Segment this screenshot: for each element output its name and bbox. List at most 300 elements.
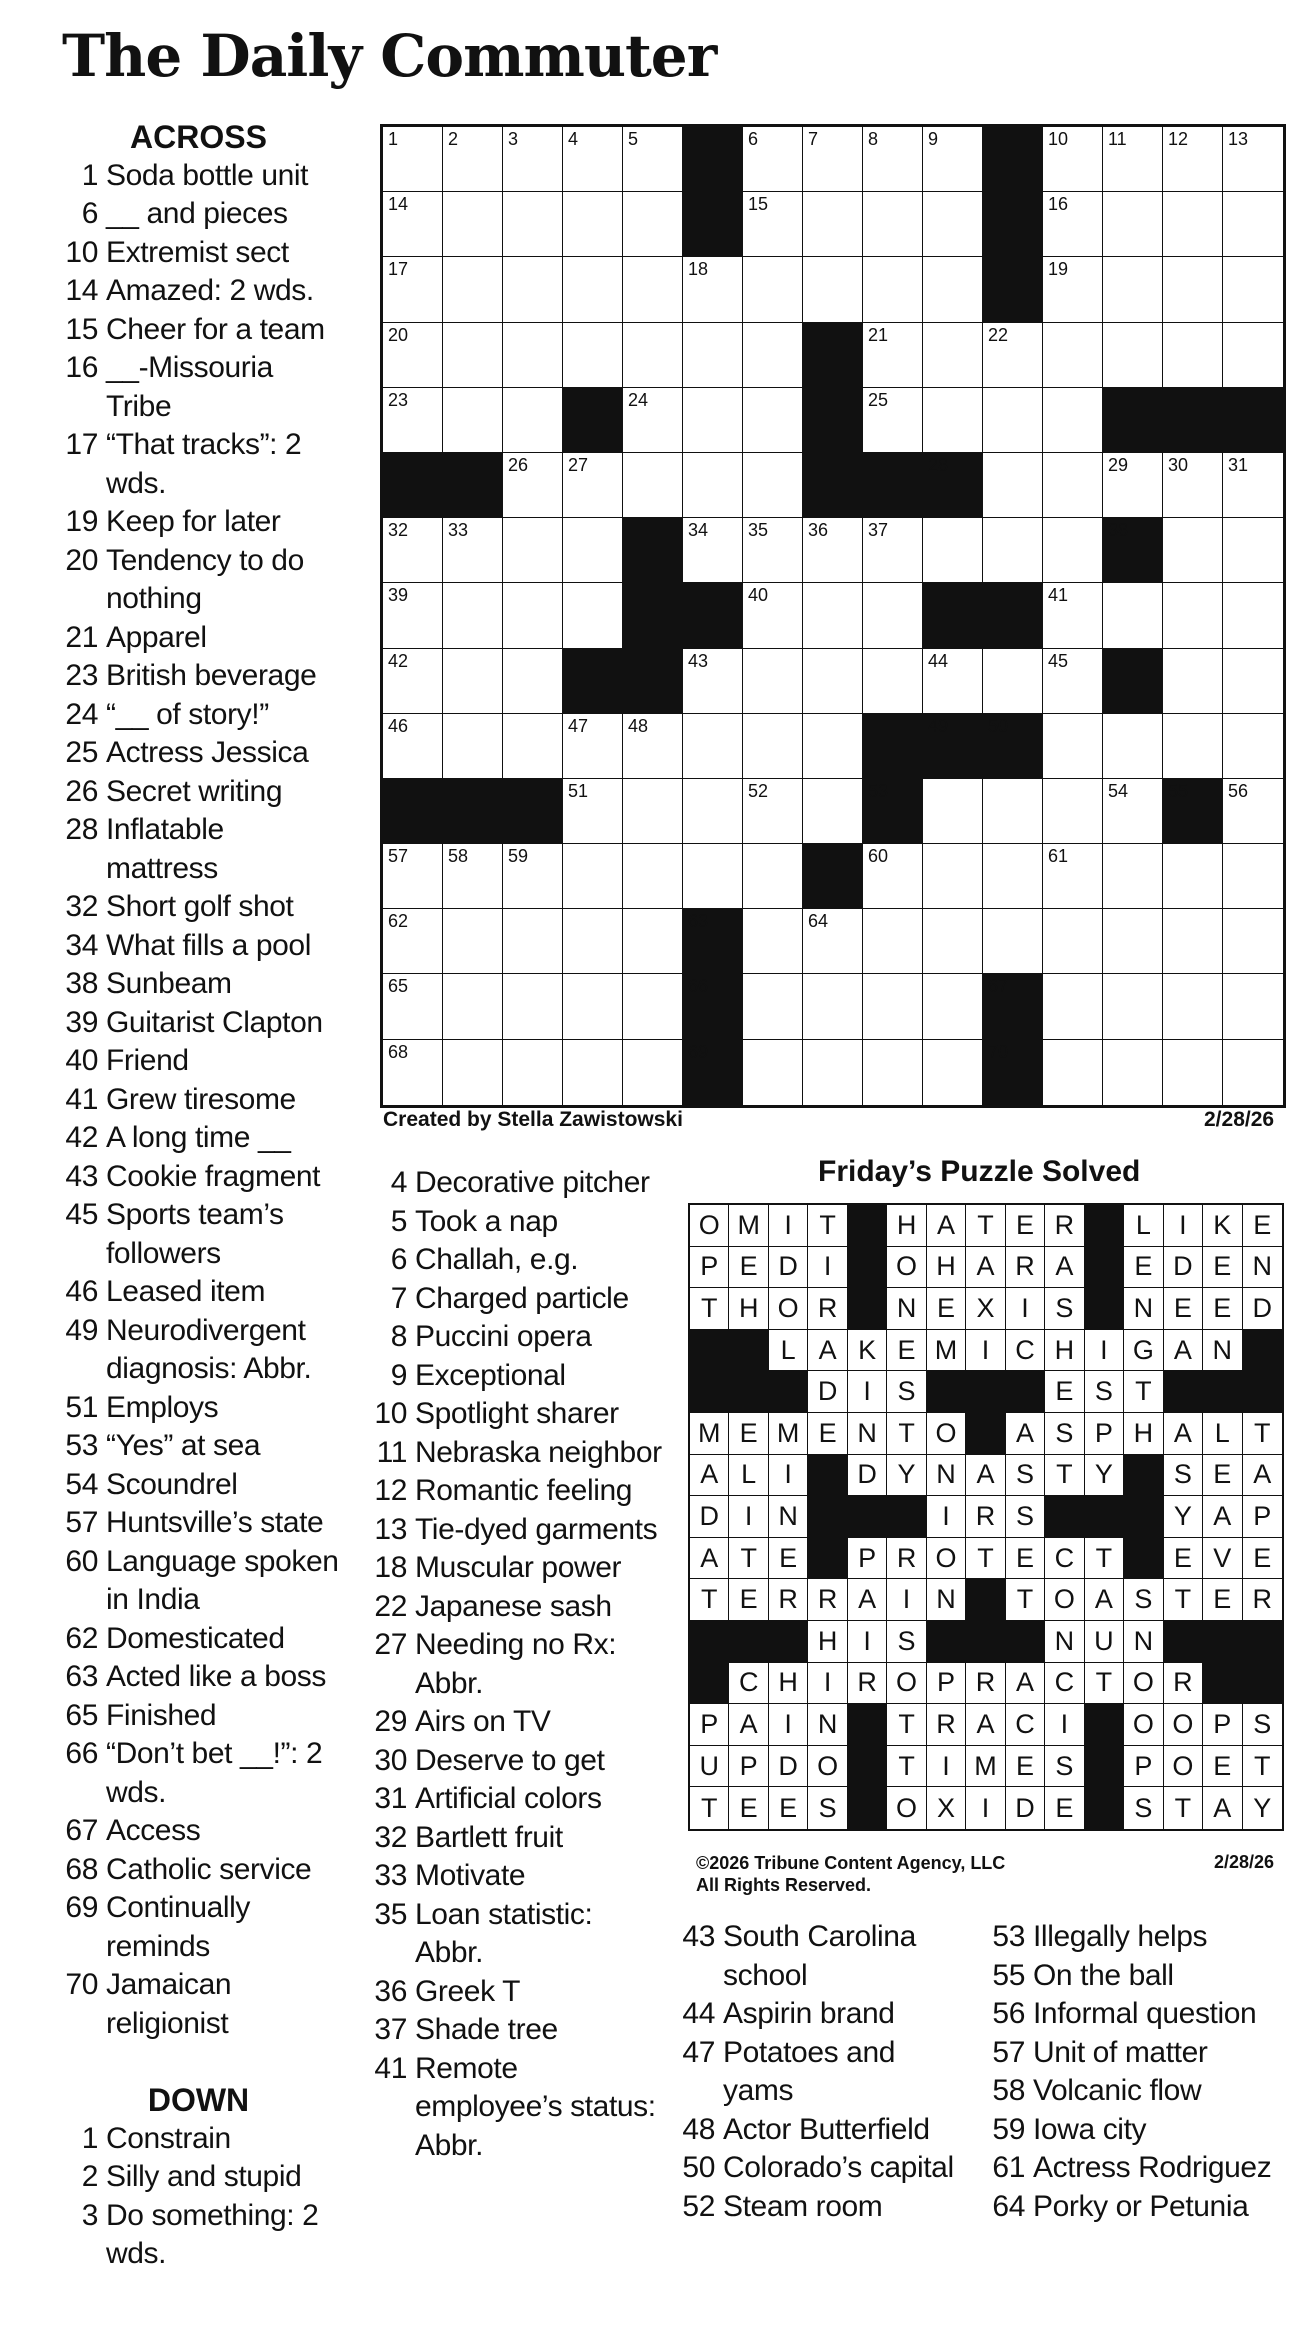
solution-letter: I bbox=[1085, 1330, 1124, 1372]
clue-item bbox=[365, 1626, 665, 1703]
grid-cell[interactable] bbox=[743, 127, 803, 192]
grid-cell[interactable] bbox=[1163, 583, 1223, 648]
grid-cell[interactable] bbox=[1043, 583, 1103, 648]
grid-cell[interactable] bbox=[1043, 518, 1103, 583]
grid-cell[interactable] bbox=[503, 714, 563, 779]
grid-cell[interactable] bbox=[1103, 127, 1163, 192]
grid-cell[interactable] bbox=[503, 453, 563, 518]
grid-cell[interactable] bbox=[443, 649, 503, 714]
cell-number: 2 bbox=[448, 129, 459, 149]
grid-cell[interactable] bbox=[383, 583, 443, 648]
grid-cell[interactable] bbox=[683, 714, 743, 779]
clue-number: 50 bbox=[682, 2151, 715, 2184]
cell-number: 12 bbox=[1168, 129, 1189, 149]
grid-cell[interactable] bbox=[1043, 1040, 1103, 1105]
grid-cell[interactable] bbox=[803, 1040, 863, 1105]
solution-letter: I bbox=[966, 1787, 1005, 1829]
grid-cell[interactable] bbox=[743, 323, 803, 388]
solution-black-square bbox=[690, 1663, 729, 1705]
solution-letter: M bbox=[769, 1413, 808, 1455]
grid-cell[interactable] bbox=[1163, 649, 1223, 714]
clue-item bbox=[56, 1273, 341, 1312]
solution-letter: D bbox=[848, 1455, 887, 1497]
grid-cell[interactable] bbox=[1163, 1040, 1223, 1105]
grid-cell[interactable] bbox=[863, 1040, 923, 1105]
grid-cell[interactable] bbox=[623, 257, 683, 322]
clue-number: 28 bbox=[65, 813, 98, 846]
grid-cell[interactable] bbox=[563, 974, 623, 1039]
cell-number: 69 bbox=[688, 1041, 709, 1062]
grid-cell[interactable] bbox=[743, 257, 803, 322]
solution-letter: H bbox=[769, 1663, 808, 1705]
grid-cell[interactable] bbox=[863, 974, 923, 1039]
grid-cell[interactable] bbox=[683, 323, 743, 388]
clue-number: 38 bbox=[65, 967, 98, 1000]
grid-cell[interactable] bbox=[1163, 909, 1223, 974]
cell-number: 6 bbox=[748, 129, 759, 149]
grid-cell[interactable] bbox=[1223, 1040, 1283, 1105]
grid-cell[interactable] bbox=[743, 649, 803, 714]
solution-letter: A bbox=[1203, 1496, 1242, 1538]
clue-number: 21 bbox=[65, 620, 98, 654]
clue-item bbox=[56, 234, 341, 273]
grid-cell[interactable] bbox=[503, 974, 563, 1039]
grid-cell[interactable] bbox=[563, 583, 623, 648]
grid-cell[interactable] bbox=[743, 388, 803, 453]
grid-cell[interactable] bbox=[683, 453, 743, 518]
cell-number: 27 bbox=[568, 454, 589, 475]
clue-text: Soda bottle unit bbox=[106, 158, 309, 192]
grid-cell[interactable] bbox=[623, 127, 683, 192]
grid-cell[interactable] bbox=[443, 388, 503, 453]
solution-letter: I bbox=[848, 1371, 887, 1413]
grid-cell[interactable] bbox=[923, 257, 983, 322]
grid-cell[interactable] bbox=[863, 257, 923, 322]
grid-cell[interactable] bbox=[1163, 127, 1223, 192]
grid-cell[interactable] bbox=[983, 518, 1043, 583]
grid-cell[interactable] bbox=[443, 844, 503, 909]
grid-cell[interactable] bbox=[623, 388, 683, 453]
grid-cell[interactable] bbox=[623, 453, 683, 518]
grid-cell[interactable] bbox=[923, 649, 983, 714]
grid-cell[interactable] bbox=[743, 779, 803, 844]
grid-cell[interactable] bbox=[443, 257, 503, 322]
clue-text: Steam room bbox=[723, 2189, 883, 2223]
clue-text: “Don’t bet __!”: 2 wds. bbox=[106, 1737, 323, 1809]
grid-cell[interactable] bbox=[443, 909, 503, 974]
solution-letter: T bbox=[1164, 1579, 1203, 1621]
grid-cell[interactable] bbox=[623, 909, 683, 974]
black-square bbox=[983, 257, 1043, 322]
solution-letter: I bbox=[966, 1330, 1005, 1372]
clue-item bbox=[56, 1004, 341, 1043]
grid-cell[interactable] bbox=[623, 779, 683, 844]
grid-cell[interactable] bbox=[563, 1040, 623, 1105]
grid-cell[interactable] bbox=[923, 974, 983, 1039]
clue-number: 66 bbox=[65, 1737, 98, 1770]
cell-number: 60 bbox=[868, 846, 889, 867]
grid-cell[interactable] bbox=[563, 714, 623, 779]
solution-letter: H bbox=[1045, 1330, 1084, 1372]
grid-cell[interactable] bbox=[863, 323, 923, 388]
grid-cell[interactable] bbox=[923, 388, 983, 453]
grid-cell[interactable] bbox=[923, 192, 983, 257]
solution-letter: E bbox=[887, 1330, 926, 1372]
grid-cell[interactable] bbox=[443, 323, 503, 388]
grid-cell[interactable] bbox=[623, 1040, 683, 1105]
grid-cell[interactable] bbox=[1103, 323, 1163, 388]
grid-cell[interactable] bbox=[503, 192, 563, 257]
grid-cell[interactable] bbox=[983, 649, 1043, 714]
black-square bbox=[983, 714, 1043, 779]
grid-cell[interactable] bbox=[1103, 453, 1163, 518]
solution-letter: N bbox=[848, 1413, 887, 1455]
grid-cell[interactable] bbox=[383, 974, 443, 1039]
grid-cell[interactable] bbox=[683, 649, 743, 714]
solution-letter: P bbox=[690, 1704, 729, 1746]
grid-cell[interactable] bbox=[803, 714, 863, 779]
solution-letter: Y bbox=[1164, 1496, 1203, 1538]
solution-black-square bbox=[848, 1288, 887, 1330]
clue-number: 64 bbox=[992, 2189, 1025, 2223]
grid-cell[interactable] bbox=[383, 909, 443, 974]
grid-cell[interactable] bbox=[983, 323, 1043, 388]
grid-cell[interactable] bbox=[1103, 909, 1163, 974]
solution-letter: A bbox=[808, 1330, 847, 1372]
grid-cell[interactable] bbox=[503, 583, 563, 648]
grid-cell[interactable] bbox=[443, 714, 503, 779]
grid-cell[interactable] bbox=[1223, 127, 1283, 192]
grid-cell[interactable] bbox=[503, 388, 563, 453]
grid-cell[interactable] bbox=[1043, 453, 1103, 518]
clue-number: 67 bbox=[65, 1814, 98, 1847]
grid-cell[interactable] bbox=[1043, 388, 1103, 453]
clue-item bbox=[56, 2158, 341, 2197]
solution-letter: O bbox=[1164, 1704, 1203, 1746]
grid-cell[interactable] bbox=[1103, 1040, 1163, 1105]
cell-number: 38 bbox=[1108, 520, 1129, 541]
grid-cell[interactable] bbox=[803, 779, 863, 844]
grid-cell[interactable] bbox=[683, 844, 743, 909]
grid-cell[interactable] bbox=[803, 909, 863, 974]
grid-cell[interactable] bbox=[623, 192, 683, 257]
grid-cell[interactable] bbox=[923, 779, 983, 844]
grid-cell[interactable] bbox=[563, 257, 623, 322]
grid-cell[interactable] bbox=[803, 518, 863, 583]
grid-cell[interactable] bbox=[443, 127, 503, 192]
grid-cell[interactable] bbox=[563, 453, 623, 518]
solution-black-square bbox=[927, 1371, 966, 1413]
solution-black-square bbox=[1243, 1621, 1282, 1663]
clue-text: __-Missouria Tribe bbox=[106, 351, 273, 423]
clue-number: 43 bbox=[65, 1159, 98, 1193]
grid-cell[interactable] bbox=[683, 518, 743, 583]
grid-cell[interactable] bbox=[1043, 192, 1103, 257]
grid-cell[interactable] bbox=[1103, 583, 1163, 648]
clue-item bbox=[56, 1389, 341, 1428]
grid-cell[interactable] bbox=[1223, 192, 1283, 257]
solution-letter: P bbox=[1243, 1496, 1282, 1538]
grid-cell[interactable] bbox=[383, 192, 443, 257]
grid-cell[interactable] bbox=[803, 974, 863, 1039]
grid-cell[interactable] bbox=[563, 323, 623, 388]
grid-cell[interactable] bbox=[803, 649, 863, 714]
grid-cell[interactable] bbox=[383, 323, 443, 388]
solution-black-square bbox=[1203, 1663, 1242, 1705]
grid-cell[interactable] bbox=[1223, 974, 1283, 1039]
grid-cell[interactable] bbox=[623, 974, 683, 1039]
black-square bbox=[803, 844, 863, 909]
solution-letter: C bbox=[1045, 1538, 1084, 1580]
grid-cell[interactable] bbox=[983, 909, 1043, 974]
cell-number: 45 bbox=[1048, 650, 1069, 671]
grid-cell[interactable] bbox=[683, 779, 743, 844]
across-clues bbox=[56, 118, 341, 2274]
clue-number: 8 bbox=[390, 1320, 407, 1353]
grid-cell[interactable] bbox=[563, 518, 623, 583]
clue-text: Employs bbox=[106, 1390, 219, 1424]
grid-cell[interactable] bbox=[383, 257, 443, 322]
grid-cell[interactable] bbox=[383, 649, 443, 714]
grid-cell[interactable] bbox=[1103, 779, 1163, 844]
grid-cell[interactable] bbox=[743, 909, 803, 974]
grid-cell[interactable] bbox=[1103, 257, 1163, 322]
clue-item bbox=[983, 2149, 1283, 2188]
grid-cell[interactable] bbox=[503, 323, 563, 388]
grid-cell[interactable] bbox=[623, 323, 683, 388]
grid-cell[interactable] bbox=[1043, 974, 1103, 1039]
black-square bbox=[1163, 388, 1223, 453]
solution-black-square bbox=[1243, 1330, 1282, 1372]
grid-cell[interactable] bbox=[803, 257, 863, 322]
grid-cell[interactable] bbox=[863, 909, 923, 974]
grid-cell[interactable] bbox=[1223, 779, 1283, 844]
clue-number: 22 bbox=[374, 1589, 407, 1623]
solution-letter: X bbox=[927, 1787, 966, 1829]
grid-cell[interactable] bbox=[1223, 714, 1283, 779]
grid-cell[interactable] bbox=[1163, 714, 1223, 779]
solution-letter: A bbox=[966, 1247, 1005, 1289]
grid-cell[interactable] bbox=[503, 844, 563, 909]
solution-black-square bbox=[1045, 1496, 1084, 1538]
grid-cell[interactable] bbox=[1163, 257, 1223, 322]
grid-cell[interactable] bbox=[503, 1040, 563, 1105]
grid-cell[interactable] bbox=[743, 453, 803, 518]
cell-number: 16 bbox=[1048, 194, 1069, 215]
solution-letter: I bbox=[1045, 1704, 1084, 1746]
grid-cell[interactable] bbox=[563, 779, 623, 844]
grid-cell[interactable] bbox=[563, 127, 623, 192]
grid-cell[interactable] bbox=[1163, 844, 1223, 909]
grid-cell[interactable] bbox=[383, 388, 443, 453]
grid-cell[interactable] bbox=[803, 127, 863, 192]
grid-cell[interactable] bbox=[743, 844, 803, 909]
clue-text: Finished bbox=[106, 1698, 217, 1732]
solution-black-square bbox=[848, 1496, 887, 1538]
clue-number: 32 bbox=[65, 890, 98, 923]
grid-cell[interactable] bbox=[1103, 192, 1163, 257]
grid-cell[interactable] bbox=[1223, 844, 1283, 909]
grid-cell[interactable] bbox=[623, 714, 683, 779]
solution-letter: I bbox=[769, 1455, 808, 1497]
solution-letter: H bbox=[729, 1288, 768, 1330]
clue-text: Colorado’s capital bbox=[723, 2151, 954, 2184]
solution-letter: E bbox=[729, 1579, 768, 1621]
grid-cell[interactable] bbox=[443, 974, 503, 1039]
copyright-line: ©2026 Tribune Content Agency, LLC bbox=[696, 1853, 1006, 1873]
grid-cell[interactable] bbox=[1043, 779, 1103, 844]
grid-cell[interactable] bbox=[1103, 844, 1163, 909]
grid-cell[interactable] bbox=[923, 909, 983, 974]
clue-number: 23 bbox=[65, 659, 98, 692]
grid-cell[interactable] bbox=[503, 649, 563, 714]
grid-cell[interactable] bbox=[923, 323, 983, 388]
grid-cell[interactable] bbox=[1043, 909, 1103, 974]
grid-cell[interactable] bbox=[503, 127, 563, 192]
solution-letter: N bbox=[769, 1496, 808, 1538]
solution-letter: N bbox=[1124, 1288, 1163, 1330]
grid-cell[interactable] bbox=[743, 518, 803, 583]
grid-cell[interactable] bbox=[743, 974, 803, 1039]
grid-cell[interactable] bbox=[1043, 714, 1103, 779]
grid-cell[interactable] bbox=[1223, 257, 1283, 322]
grid-cell[interactable] bbox=[743, 714, 803, 779]
cell-number: 56 bbox=[1228, 780, 1249, 801]
solution-letter: H bbox=[887, 1205, 926, 1247]
solution-letter: S bbox=[808, 1787, 847, 1829]
grid-cell[interactable] bbox=[863, 388, 923, 453]
grid-cell[interactable] bbox=[1103, 974, 1163, 1039]
grid-cell[interactable] bbox=[1223, 583, 1283, 648]
grid-cell[interactable] bbox=[563, 844, 623, 909]
grid-cell[interactable] bbox=[1223, 323, 1283, 388]
solution-letter: A bbox=[1164, 1413, 1203, 1455]
black-square bbox=[383, 453, 443, 518]
grid-cell[interactable] bbox=[563, 909, 623, 974]
grid-cell[interactable] bbox=[503, 909, 563, 974]
clue-text: Challah, e.g. bbox=[415, 1243, 579, 1276]
solution-letter: T bbox=[690, 1288, 729, 1330]
grid-cell[interactable] bbox=[863, 583, 923, 648]
grid-cell[interactable] bbox=[1103, 714, 1163, 779]
solution-black-square bbox=[1203, 1371, 1242, 1413]
solution-letter: K bbox=[1203, 1205, 1242, 1247]
clue-item bbox=[365, 2011, 665, 2050]
grid-cell[interactable] bbox=[1043, 844, 1103, 909]
black-square bbox=[983, 1040, 1043, 1105]
solution-black-square bbox=[690, 1330, 729, 1372]
solution-letter: E bbox=[769, 1538, 808, 1580]
solution-letter: T bbox=[808, 1205, 847, 1247]
clue-number: 35 bbox=[374, 1897, 407, 1931]
grid-cell[interactable] bbox=[1043, 257, 1103, 322]
grid-cell[interactable] bbox=[623, 844, 683, 909]
grid-cell[interactable] bbox=[1223, 649, 1283, 714]
grid-cell[interactable] bbox=[443, 1040, 503, 1105]
grid-cell[interactable] bbox=[683, 257, 743, 322]
grid-cell[interactable] bbox=[383, 518, 443, 583]
clue-number: 53 bbox=[992, 1920, 1025, 1953]
grid-cell[interactable] bbox=[1163, 974, 1223, 1039]
solution-letter: S bbox=[1006, 1455, 1045, 1497]
cell-number: 46 bbox=[388, 715, 409, 736]
grid-cell[interactable] bbox=[1163, 518, 1223, 583]
grid-cell[interactable] bbox=[983, 453, 1043, 518]
grid-cell[interactable] bbox=[443, 583, 503, 648]
solution-grid bbox=[688, 1203, 1284, 1831]
grid-cell[interactable] bbox=[923, 1040, 983, 1105]
grid-cell[interactable] bbox=[683, 388, 743, 453]
grid-cell[interactable] bbox=[803, 192, 863, 257]
grid-cell[interactable] bbox=[1043, 649, 1103, 714]
grid-cell[interactable] bbox=[1163, 323, 1223, 388]
grid-cell[interactable] bbox=[743, 192, 803, 257]
grid-cell[interactable] bbox=[563, 192, 623, 257]
black-square bbox=[683, 909, 743, 974]
grid-cell[interactable] bbox=[803, 583, 863, 648]
grid-cell[interactable] bbox=[983, 844, 1043, 909]
grid-cell[interactable] bbox=[1043, 323, 1103, 388]
grid-cell[interactable] bbox=[383, 844, 443, 909]
solution-black-square bbox=[769, 1621, 808, 1663]
solution-black-square bbox=[1085, 1288, 1124, 1330]
grid-cell[interactable] bbox=[1163, 453, 1223, 518]
grid-cell[interactable] bbox=[863, 518, 923, 583]
grid-cell[interactable] bbox=[1223, 909, 1283, 974]
grid-cell[interactable] bbox=[1163, 192, 1223, 257]
solution-letter: E bbox=[1164, 1538, 1203, 1580]
black-square bbox=[1103, 518, 1163, 583]
clue-number: 25 bbox=[65, 736, 98, 769]
grid-cell[interactable] bbox=[383, 714, 443, 779]
grid-cell[interactable] bbox=[863, 192, 923, 257]
black-square bbox=[983, 974, 1043, 1039]
solution-letter: I bbox=[808, 1663, 847, 1705]
grid-cell[interactable] bbox=[743, 1040, 803, 1105]
grid-cell[interactable] bbox=[443, 518, 503, 583]
grid-cell[interactable] bbox=[863, 844, 923, 909]
solution-letter: P bbox=[1085, 1413, 1124, 1455]
cell-number: 13 bbox=[1228, 129, 1249, 149]
grid-cell[interactable] bbox=[743, 583, 803, 648]
solution-letter: R bbox=[966, 1663, 1005, 1705]
clue-number: 69 bbox=[65, 1891, 98, 1924]
grid-cell[interactable] bbox=[503, 257, 563, 322]
grid-cell[interactable] bbox=[983, 388, 1043, 453]
grid-cell[interactable] bbox=[863, 127, 923, 192]
grid-cell[interactable] bbox=[383, 1040, 443, 1105]
grid-cell[interactable] bbox=[923, 844, 983, 909]
grid-cell[interactable] bbox=[503, 518, 563, 583]
clue-text: Informal question bbox=[1033, 1997, 1257, 2030]
cell-number: 57 bbox=[388, 846, 409, 867]
grid-cell[interactable] bbox=[383, 127, 443, 192]
grid-cell[interactable] bbox=[983, 779, 1043, 844]
clue-item bbox=[365, 1395, 665, 1434]
clue-text: Huntsville’s state bbox=[106, 1506, 324, 1539]
clue-text: Actor Butterfield bbox=[723, 2112, 930, 2146]
grid-cell[interactable] bbox=[923, 127, 983, 192]
grid-cell[interactable] bbox=[443, 192, 503, 257]
solution-letter: S bbox=[887, 1621, 926, 1663]
grid-cell[interactable] bbox=[863, 649, 923, 714]
solution-black-square bbox=[1243, 1663, 1282, 1705]
grid-cell[interactable] bbox=[1043, 127, 1103, 192]
grid-cell[interactable] bbox=[1223, 518, 1283, 583]
grid-cell[interactable] bbox=[923, 518, 983, 583]
grid-cell[interactable] bbox=[1223, 453, 1283, 518]
crossword-grid[interactable] bbox=[380, 124, 1286, 1108]
